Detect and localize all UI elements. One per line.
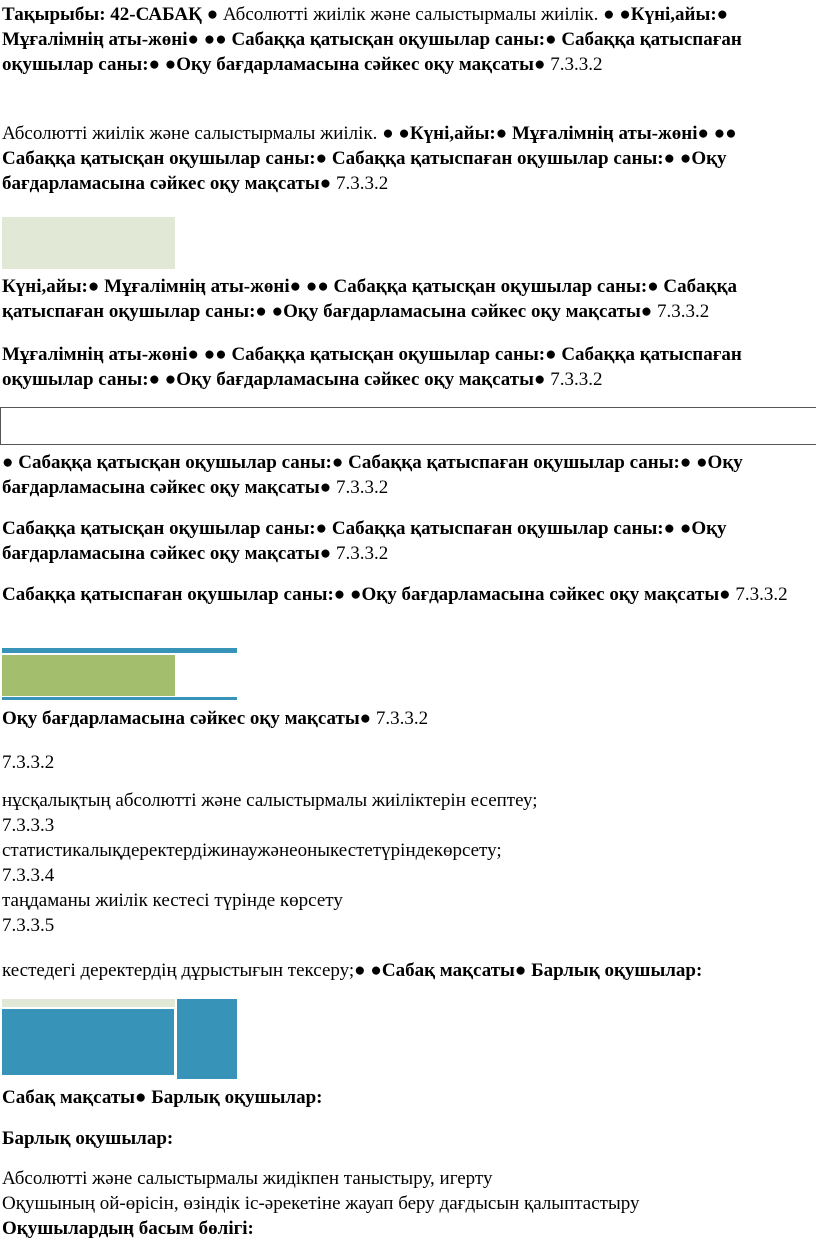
objective-code: 7.3.3.2 <box>331 543 389 564</box>
paragraph-4 <box>2 342 812 392</box>
objective-text: таңдаманы жиілік кестесі түрінде көрсету <box>2 890 343 911</box>
paragraph-bold-run: Мұғалімнің аты-жөні● ●● Сабаққа қатысқан оқушылар саны:● Сабаққа қатыспаған оқушылар саны:● ●Оқу бағдарламасына сәйкес оқу мақсаты● <box>2 344 742 390</box>
paragraph-bold-run: Оқу бағдарламасына сәйкес оқу мақсаты● <box>2 708 372 729</box>
objective-code: 7.3.3.2 <box>331 477 389 498</box>
objective-text: нұсқалықтың абсолютті және салыстырмалы жиіліктерін есептеу; <box>2 790 538 811</box>
objective-code: 7.3.3.2 <box>545 369 603 390</box>
goals-subheading: Барлық оқушылар: <box>2 1128 174 1149</box>
teal-block-left <box>2 1009 174 1075</box>
objective-code: 7.3.3.5 <box>2 915 55 936</box>
objectives-list-2 <box>2 788 812 938</box>
paragraph-bold-run: ● ●Күні,айы:● Мұғалімнің аты-жөні● ●● Сабаққа қатысқан оқушылар саны:● Сабаққа қатыспаған оқушылар саны:● ●Оқу бағдарламасына сәйкес оқу мақсаты● <box>2 4 742 75</box>
pale-green-strip <box>2 999 175 1007</box>
paragraph-bold-run: Сабаққа қатысқан оқушылар саны:● Сабаққа қатыспаған оқушылар саны:● ●Оқу бағдарламасына сәйкес оқу мақсаты● <box>2 518 727 564</box>
goals-list <box>2 1166 812 1241</box>
empty-bordered-block <box>0 407 816 445</box>
objectives-list <box>2 750 812 775</box>
objective-text-last: кестедегі деректердің дұрыстығын тексеру;● ●Сабақ мақсаты● Барлық оқушылар: <box>2 960 703 981</box>
paragraph-bold-run: ● Сабаққа қатысқан оқушылар саны:● Сабаққа қатыспаған оқушылар саны:● ●Оқу бағдарламасына сәйкес оқу мақсаты● <box>2 452 743 498</box>
paragraph-8 <box>2 706 812 731</box>
objective-code: 7.3.3.4 <box>2 865 55 886</box>
paragraph-bold-run: Күні,айы:● Мұғалімнің аты-жөні● ●● Сабаққа қатысқан оқушылар саны:● Сабаққа қатыспаған оқушылар саны:● ●Оқу бағдарламасына сәйкес оқу мақсаты● <box>2 276 738 322</box>
paragraph-6 <box>2 516 812 566</box>
title-paragraph: Тақырыбы: 42-САБАҚ ● Абсолютті жиілік және салыстырмалы жиілік. ● ●Күні,айы:● Мұғалімнің аты-жөні● ●● Сабаққа қатысқан оқушылар саны:● Сабаққа қатыспаған оқушылар саны:● ●Оқу бағдарламасына сәйкес оқу мақсаты● 7.3.3.2 <box>2 4 742 75</box>
lesson-title: Тақырыбы: 42-САБАҚ <box>2 4 202 25</box>
paragraph-bold-run: ● ●Күні,айы:● Мұғалімнің аты-жөні● ●● Сабаққа қатысқан оқушылар саны:● Сабаққа қатыспаған оқушылар саны:● ●Оқу бағдарламасына сәйкес оқу мақсаты● <box>2 123 737 194</box>
objective-code: 7.3.3.2 <box>331 173 389 194</box>
paragraph-5 <box>2 450 812 500</box>
paragraph-7 <box>2 582 812 607</box>
goal-text: Абсолютті және салыстырмалы жидікпен таныстыру, игерту <box>2 1168 493 1189</box>
goal-heading: Оқушылардың басым бөлігі: <box>2 1218 254 1239</box>
goal-text: Оқушының ой-өрісін, өзіндік іс-әрекетіне жауап беру дағдысын қалыптастыру <box>2 1193 640 1214</box>
objective-code: 7.3.3.2 <box>2 752 55 773</box>
paragraph-bold-run: Сабаққа қатыспаған оқушылар саны:● ●Оқу бағдарламасына сәйкес оқу мақсаты● <box>2 584 731 605</box>
objective-code: 7.3.3.2 <box>652 301 710 322</box>
objective-code: 7.3.3.2 <box>371 708 429 729</box>
objective-code: 7.3.3.2 <box>545 54 603 75</box>
goals-heading: Сабақ мақсаты● Барлық оқушылар: <box>2 1087 323 1108</box>
objective-text: статистикалықдеректердіжинаужәнеоныкестетүріндекөрсету; <box>2 840 502 861</box>
objective-code: 7.3.3.3 <box>2 815 55 836</box>
paragraph-2: Абсолютті жиілік және салыстырмалы жиілік. ● ●Күні,айы:● Мұғалімнің аты-жөні● ●● Сабаққа қатысқан оқушылар саны:● Сабаққа қатыспаған оқушылар саны:● ●Оқу бағдарламасына сәйкес оқу мақсаты● 7.3.3.2 <box>2 123 737 194</box>
objective-code: 7.3.3.2 <box>730 584 788 605</box>
green-teal-block <box>2 648 237 700</box>
paragraph-3 <box>2 274 812 324</box>
pale-green-block <box>2 217 175 269</box>
teal-block-right <box>177 999 237 1079</box>
